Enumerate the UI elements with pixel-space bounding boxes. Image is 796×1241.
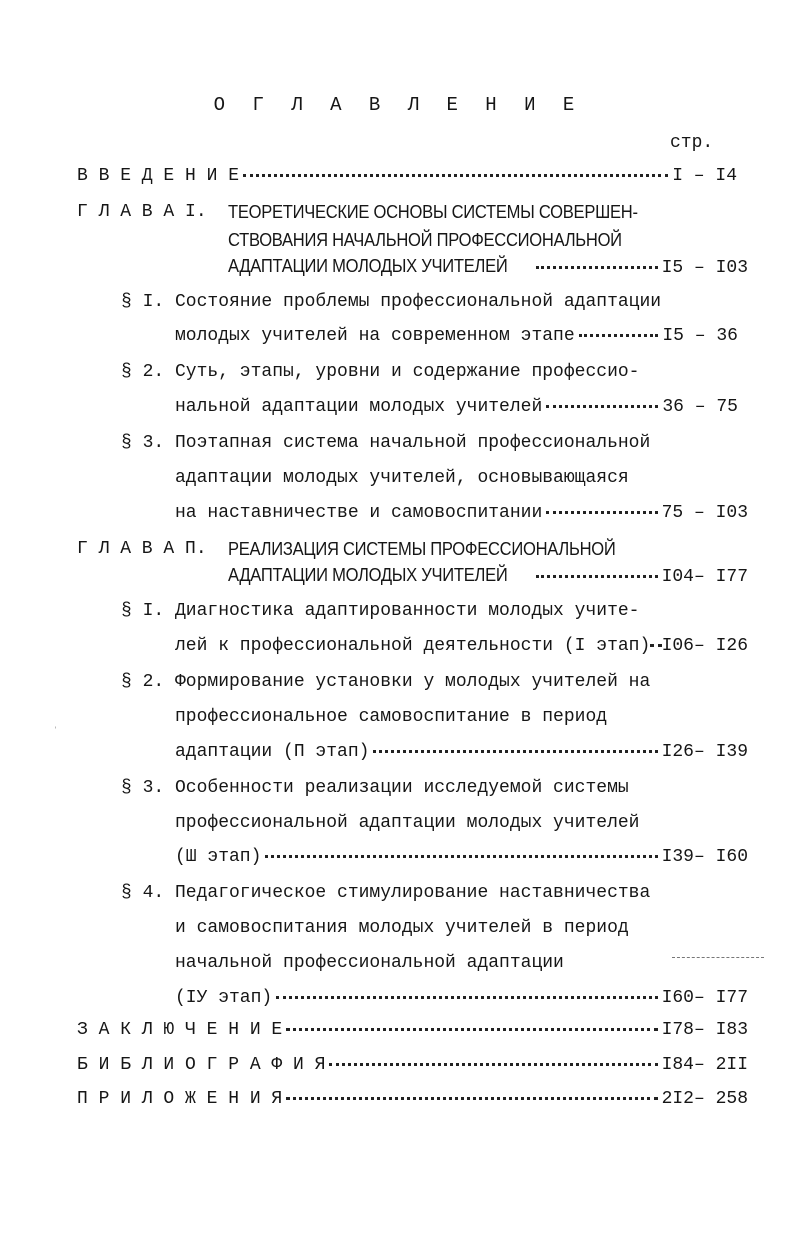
leader-dots: [536, 575, 658, 578]
section-title-line: профессиональной адаптации молодых учителей: [175, 813, 640, 833]
section-pages: I06– I26: [661, 636, 748, 656]
leader-dots: [243, 174, 668, 177]
intro-pages: I – I4: [672, 166, 737, 186]
toc-entry-ch2-s4[interactable]: [175, 986, 748, 1010]
leader-dots: [276, 996, 657, 999]
toc-entry-ch1-s1[interactable]: [175, 324, 738, 348]
section-title-line: Суть, этапы, уровни и содержание профессио-: [175, 362, 640, 382]
leader-dots: [286, 1028, 657, 1031]
section-title-line: адаптации (П этап): [175, 742, 370, 762]
section-title-line: начальной профессиональной адаптации: [175, 953, 564, 973]
appendix-pages: 2I2– 258: [661, 1089, 748, 1109]
section-title-line: Особенности реализации исследуемой системы: [175, 778, 629, 798]
chapter1-title-line-2: СТВОВАНИЯ НАЧАЛЬНОЙ ПРОФЕССИОНАЛЬНОЙ: [228, 230, 622, 250]
toc-entry-ch2-s1[interactable]: [175, 634, 748, 658]
toc-entry-ch2-s3[interactable]: [175, 845, 748, 869]
section-title-line: Формирование установки у молодых учителей на: [175, 672, 651, 692]
chapter2-title-line-2: АДАПТАЦИИ МОЛОДЫХ УЧИТЕЛЕЙ: [228, 565, 508, 585]
section-number: § 2.: [121, 672, 165, 692]
chapter2-pages: I04– I77: [661, 567, 748, 587]
toc-entry-chapter2[interactable]: [228, 563, 748, 589]
page-column-label: стр.: [670, 133, 714, 153]
leader-dots: [536, 266, 658, 269]
section-pages: 36 – 75: [662, 397, 738, 417]
section-title-line: Поэтапная система начальной профессиональной: [175, 433, 651, 453]
toc-entry-ch2-s2[interactable]: [175, 740, 748, 764]
section-number: § I.: [121, 292, 165, 312]
section-pages: I39– I60: [661, 847, 748, 867]
section-pages: I5 – 36: [662, 326, 738, 346]
conclusion-label: З А К Л Ю Ч Е Н И Е: [77, 1020, 283, 1040]
bibliography-label: Б И Б Л И О Г Р А Ф И Я: [77, 1055, 326, 1075]
section-title-line: Педагогическое стимулирование наставничества: [175, 883, 651, 903]
chapter1-title-line-1: ТЕОРЕТИЧЕСКИЕ ОСНОВЫ СИСТЕМЫ СОВЕРШЕН-: [228, 202, 638, 222]
chapter1-title-line-3: АДАПТАЦИИ МОЛОДЫХ УЧИТЕЛЕЙ: [228, 256, 508, 276]
section-pages: I60– I77: [661, 988, 748, 1008]
leader-dots: [579, 334, 659, 337]
leader-dots: [373, 750, 657, 753]
toc-entry-ch1-s2[interactable]: [175, 395, 738, 419]
toc-entry-intro[interactable]: [77, 164, 737, 188]
toc-entry-chapter1[interactable]: [228, 254, 748, 280]
section-title-line: Состояние проблемы профессиональной адаптации: [175, 292, 662, 312]
margin-speck: ˌ: [52, 716, 60, 730]
section-number: § I.: [121, 601, 165, 621]
section-title-line: профессиональное самовоспитание в период: [175, 707, 608, 727]
conclusion-pages: I78– I83: [661, 1020, 748, 1040]
section-number: § 2.: [121, 362, 165, 382]
leader-dots: [546, 405, 658, 408]
bibliography-pages: I84– 2II: [661, 1055, 748, 1075]
section-pages: I26– I39: [661, 742, 748, 762]
intro-label: В В Е Д Е Н И Е: [77, 166, 240, 186]
section-title-line: и самовоспитания молодых учителей в период: [175, 918, 629, 938]
section-number: § 3.: [121, 778, 165, 798]
section-title-line: (IУ этап): [175, 988, 273, 1008]
section-title-line: на наставничестве и самовоспитании: [175, 503, 543, 523]
leader-dots: [329, 1063, 657, 1066]
chapter1-pages: I5 – I03: [661, 258, 748, 278]
section-title-line: лей к профессиональной деятельности (I этап): [175, 636, 651, 656]
chapter1-label: Г Л А В А I.: [77, 202, 207, 222]
section-title-line: адаптации молодых учителей, основывающаяся: [175, 468, 629, 488]
section-title-line: (Ш этап): [175, 847, 262, 867]
toc-entry-ch1-s3[interactable]: [175, 501, 748, 525]
section-title-line: Диагностика адаптированности молодых учите-: [175, 601, 640, 621]
section-title-line: нальной адаптации молодых учителей: [175, 397, 543, 417]
section-pages: 75 – I03: [661, 503, 748, 523]
leader-dots: [650, 644, 661, 647]
leader-dots: [286, 1097, 657, 1100]
toc-title: О Г Л А В Л Е Н И Е: [213, 94, 583, 116]
chapter2-title-line-1: РЕАЛИЗАЦИЯ СИСТЕМЫ ПРОФЕССИОНАЛЬНОЙ: [228, 539, 616, 559]
section-number: § 4.: [121, 883, 165, 903]
toc-entry-conclusion[interactable]: [77, 1018, 748, 1042]
leader-dots: [546, 511, 657, 514]
section-title-line: молодых учителей на современном этапе: [175, 326, 575, 346]
section-number: § 3.: [121, 433, 165, 453]
toc-entry-appendix[interactable]: [77, 1087, 748, 1111]
chapter2-label: Г Л А В А П.: [77, 539, 207, 559]
stray-mark: [672, 957, 764, 958]
appendix-label: П Р И Л О Ж Е Н И Я: [77, 1089, 283, 1109]
leader-dots: [265, 855, 657, 858]
toc-entry-bibliography[interactable]: [77, 1053, 748, 1077]
